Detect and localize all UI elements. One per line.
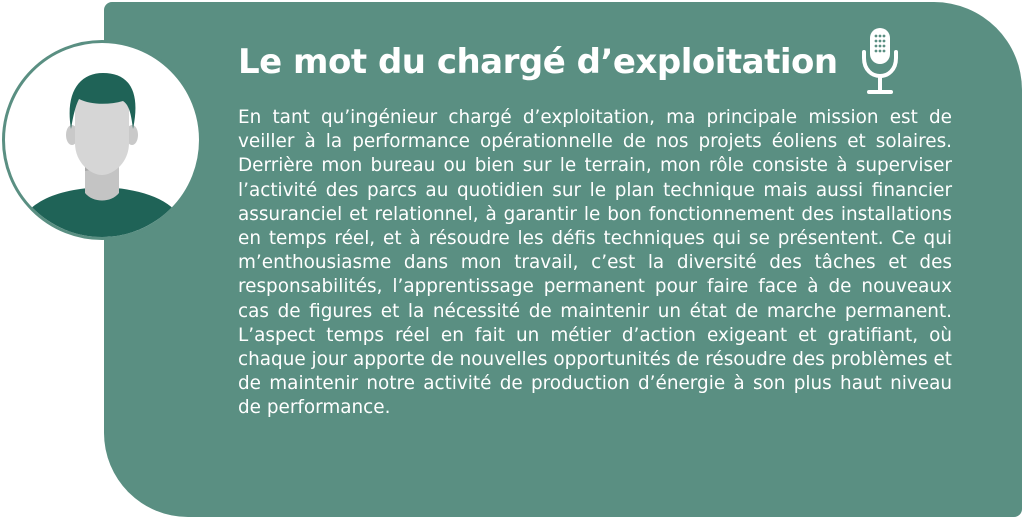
user-avatar-icon [5, 43, 199, 237]
avatar-face [75, 92, 129, 176]
microphone-icon [860, 26, 900, 98]
avatar [2, 40, 202, 240]
body-paragraph: En tant qu’ingénieur chargé d’exploitation, ma principale mission est de veiller à la performance opérationnelle de nos projets éoliens et solaires. Derrière mon bureau ou bien sur le terrain, mon rôle consiste à superviser l’activité des parcs au quotidien sur le plan technique mais aussi financier assuranciel et relationnel, à garantir le bon fonctionnement des installations en temps réel, et à résoudre les défis techniques qui se présentent. Ce qui m’enthousiasme dans mon travail, c’est la diversité des tâches et des responsabilités, l’apprentissage permanent pour faire face à de nouveaux cas de figures et la nécessité de maintenir un état de marche permanent. L’aspect temps réel en fait un métier d’action exigeant et gratifiant, où chaque jour apporte de nouvelles opportunités de résoudre des problèmes et de maintenir notre activité de production d’énergie à son plus haut niveau de performance. [238, 107, 952, 419]
page-title: Le mot du chargé d’exploitation [238, 42, 838, 82]
